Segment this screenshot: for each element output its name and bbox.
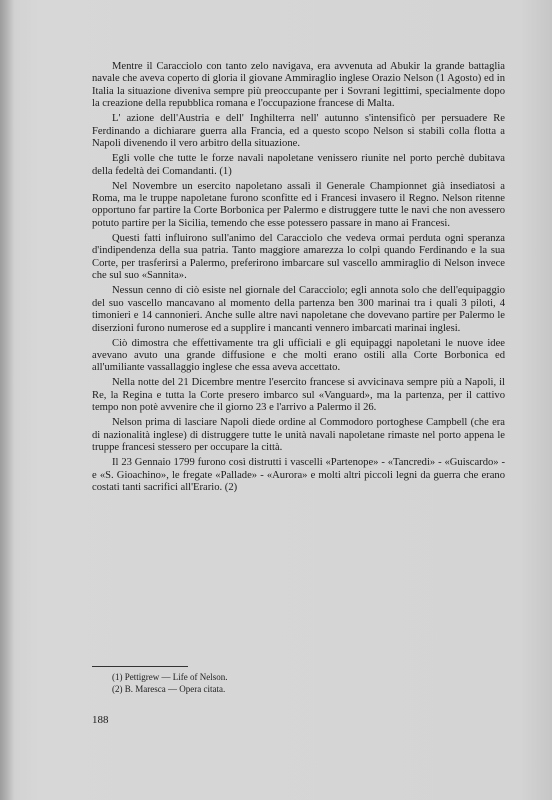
paragraph: Questi fatti influirono sull'animo del Caracciolo che vedeva ormai perduta ogni speranza d'indipendenza della sua patria. Tanto maggiore amarezza lo colpì quando Ferdinando e la sua Corte, per trasferirsi a Palermo, preferirono imbarcare sul vascello ammiraglio di Nelson invece che sul suo «Sannita». (92, 232, 505, 282)
footnote: (1) Pettigrew — Life of Nelson. (112, 672, 228, 682)
paragraph: Il 23 Gennaio 1799 furono così distrutti i vascelli «Partenope» - «Tancredi» - «Guiscardo» - e «S. Gioachino», le fregate «Pallade» - «Aurora» e molti altri piccoli legni da guerra che erano costati tanti sacrifici all'Erario. (2) (92, 457, 505, 493)
page-edge-shadow (0, 0, 14, 800)
paragraph: Nella notte del 21 Dicembre mentre l'esercito francese si avvicinava sempre più a Napoli, il Re, la Regina e tutta la Corte presero imbarco sul «Vanguard», ma la partenza, per il cattivo tempo non potè avvenire che il giorno 23 e l'arrivo a Palermo il 26. (92, 377, 505, 414)
page-number: 188 (92, 714, 109, 726)
paragraph: Nelson prima di lasciare Napoli diede ordine al Commodoro portoghese Campbell (che era di nazionalità inglese) di distruggere tutte le unità navali napoletane rimaste nel porto appena le truppe francesi stessero per occupare la città. (92, 417, 505, 454)
paragraph: Nel Novembre un esercito napoletano assalì il Generale Championnet già insediatosi a Roma, ma le truppe napoletane furono sconfitte ed i Francesi invasero il Regno. Nelson ritenne opportuno far partire la Corte Borbonica per Palermo e distruggere tutte le navi che non avessero potuto partire per la Sicilia, temendo che esse potessero passare in mano ai Francesi. (92, 180, 505, 229)
paragraph: Ciò dimostra che effettivamente tra gli ufficiali e gli equipaggi napoletani le nuove idee avevano avuto una grande diffusione e che molti erano ostili alla Corte Borbonica ed all'umiliante vassallaggio inglese che essa aveva accettato. (92, 337, 505, 374)
paragraph: L' azione dell'Austria e dell' Inghilterra nell' autunno s'intensificò per persuadere Re Ferdinando a dichiarare guerra alla Francia, ed a questo scopo Nelson si stabilì colla flotta a Napoli divenendo il vero arbitro della situazione. (92, 113, 505, 150)
footnote: (2) B. Maresca — Opera citata. (112, 684, 226, 694)
paragraph: Egli volle che tutte le forze navali napoletane venissero riunite nel porto perchè dubitava della fedeltà dei Comandanti. (1) (92, 153, 505, 177)
paragraph: Nessun cenno di ciò esiste nel giornale del Caracciolo; egli annota solo che dell'equipaggio del suo vascello mancavano al momento della partenza ben 300 marinai tra i quali 3 piloti, 4 timonieri e 14 cannonieri. Anche sulle altre navi napoletane che dovevano partire per Palermo le diserzioni furono numerose ed a supplire i mancanti vennero imbarcati marinai inglesi. (92, 285, 505, 334)
body-text (92, 61, 505, 497)
paragraph: Mentre il Caracciolo con tanto zelo navigava, era avvenuta ad Abukir la grande battaglia navale che aveva coperto di gloria il giovane Ammiraglio inglese Orazio Nelson (1 Agosto) ed in Italia la situazione diveniva sempre più preoccupante per i Sovrani legittimi, specialmente dopo la creazione della repubblica romana e l'occupazione francese di Malta. (92, 61, 505, 110)
footnotes (112, 671, 372, 695)
footnote-divider (92, 666, 188, 667)
